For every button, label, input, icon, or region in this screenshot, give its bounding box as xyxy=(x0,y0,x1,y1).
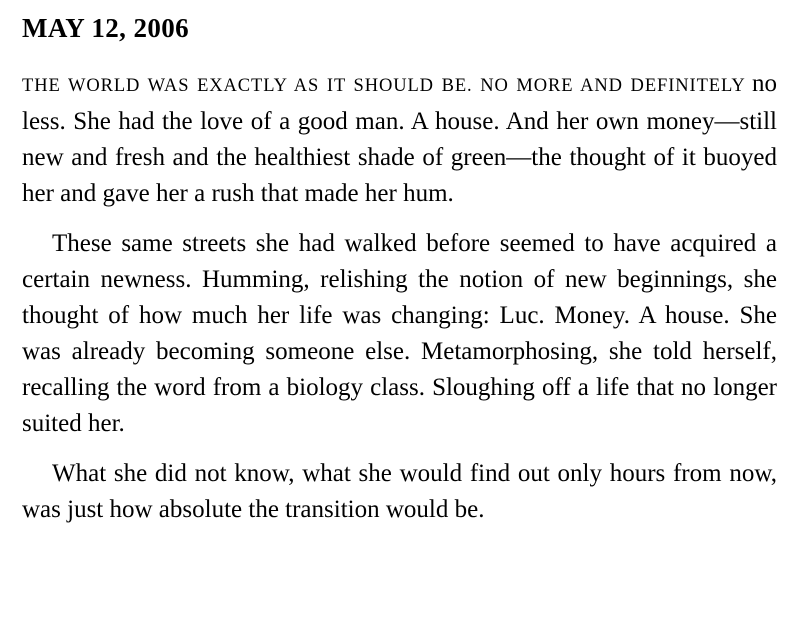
body-text-column xyxy=(22,66,777,528)
opening-lead-tail: no less. xyxy=(22,69,777,135)
chapter-date-heading: MAY 12, 2006 xyxy=(22,13,190,43)
paragraph-second: These same streets she had walked before seemed to have acquired a certain newness. Humming, relishing the notion of new beginnings, she thought of how much her life was changing: Luc. Money. A house. She was already becoming someone else. Metamorphosing, she told herself, recalling the word from a biology class. Sloughing off a life that no longer suited her. xyxy=(22,229,777,437)
small-caps-opening-phrase: THE WORLD WAS EXACTLY AS IT SHOULD BE. NO MORE AND DEFINITELY xyxy=(22,75,746,96)
paragraph-opening xyxy=(22,66,777,212)
opening-paragraph-rest: She had the love of a good man. A house. And her own money—still new and fresh and the healthiest shade of green—the thought of it buoyed her and gave her a rush that made her hum. xyxy=(22,107,777,207)
paragraph-third: What she did not know, what she would find out only hours from now, was just how absolute the transition would be. xyxy=(22,459,777,523)
